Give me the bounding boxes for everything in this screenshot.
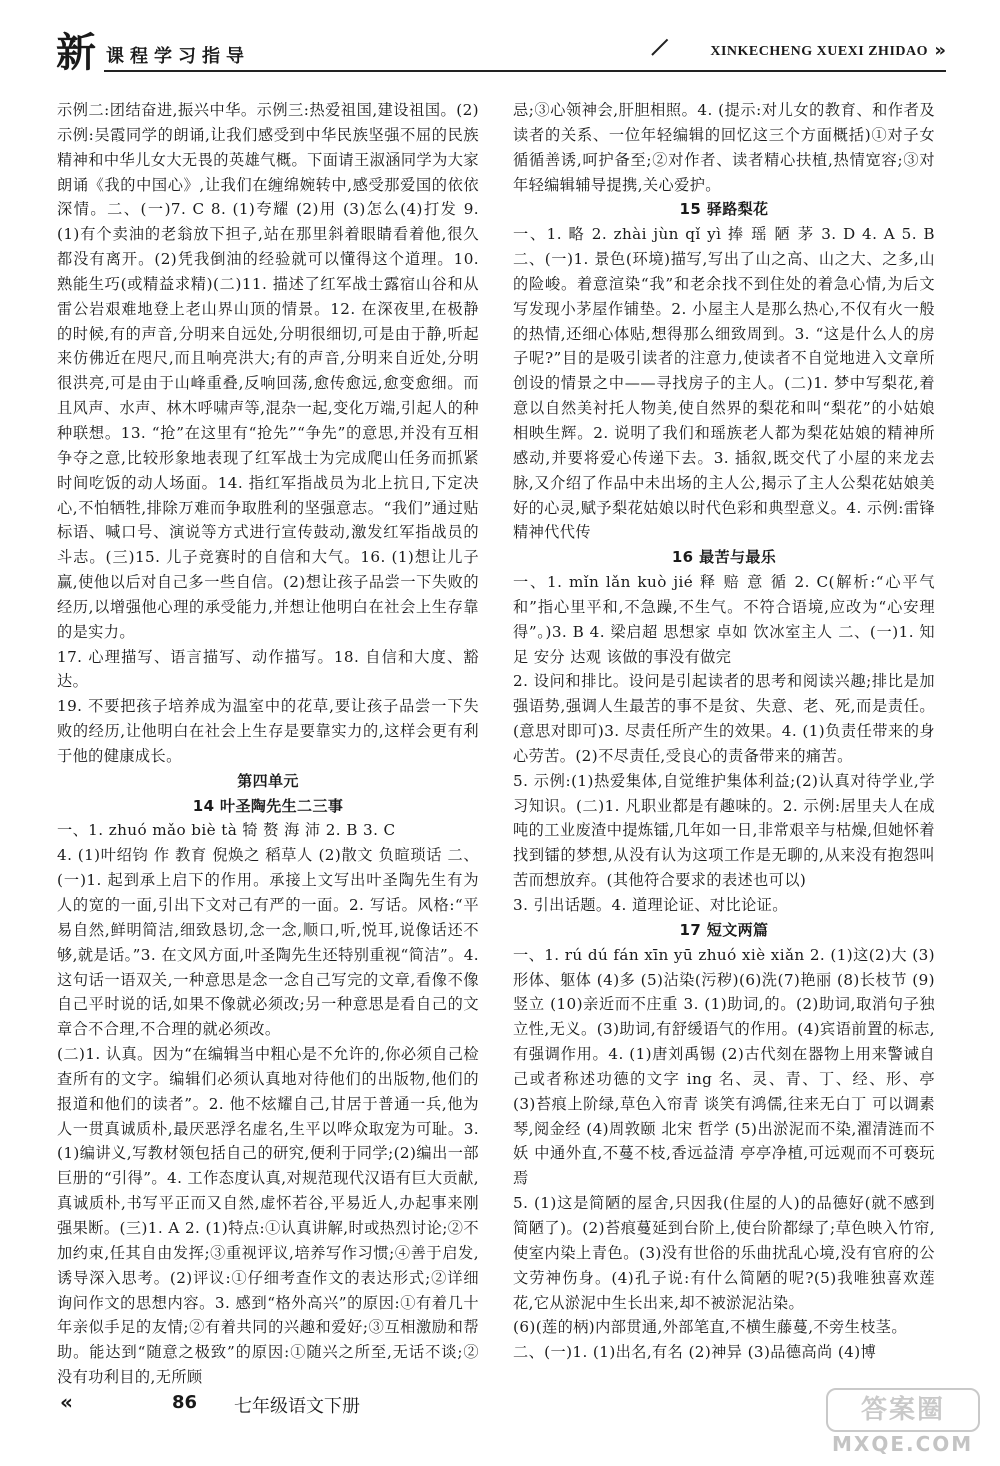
watermark-url: MXQE.COM xyxy=(832,1432,974,1456)
answer-paragraph: 忌;③心领神会,肝胆相照。4. (提示:对儿女的教育、和作者及读者的关系、一位年轻编辑的回忆这三个方面概括)①对子女循循善诱,呵护备至;②对作者、读者精心扶植,热情宽容;③对年轻编辑辅导提携,关心爱护。 xyxy=(513,101,935,194)
answer-paragraph: (二)1. 认真。因为“在编辑当中粗心是不允许的,你必须自己检查所有的文字。编辑们必须认真地对待他们的出版物,他们的报道和他们的读者”。2. 他不炫耀自己,甘居于普通一兵,他为人一贯真诚质朴,最厌恶浮名虚名,生平以哗众取宠为可耻。3. (1)编讲义,写教材领包括自己的研究,便利于同学;(2)编出一部巨册的“引得”。4. 工作态度认真,对规范现代汉语有巨大贡献,真诚质朴,书写平正而又自然,虚怀若谷,平易近人,办起事来刚强果断。(三)1. A 2. (1)特点:①认真讲解,时或热烈讨论;②不加约束,任其自由发挥;③重视评议,培养写作习惯;④善于启发,诱导深入思考。(2)评议:①仔细考查作文的表达形式;②详细询问作文的思想内容。3. 感到“格外高兴”的原因:①有着几十年亲似手足的友情;②有着共同的兴趣和爱好;③互相激励和帮助。能达到“随意之极致”的原因:①随兴之所至,无话不谈;②没有功利目的,无所顾 xyxy=(57,1045,479,1387)
page-number: 86 xyxy=(172,1392,198,1413)
chevron-left-icon: « xyxy=(60,1390,73,1414)
right-column xyxy=(513,98,935,1365)
answer-paragraph: 一、1. mǐn lǎn kuò jié 释 赔 意 循 2. C(解析:“心平气和”指心里平和,不急躁,不生气。不符合语境,应改为“心安理得”。)3. B 4. 梁启超 思想家 卓如 饮冰室主人 二、(一)1. 知足 安分 达观 该做的事没有做完 xyxy=(513,573,935,666)
watermark-logo: 答案圈 xyxy=(826,1388,980,1432)
left-column xyxy=(57,98,479,1390)
answer-paragraph: 一、1. rú dú fán xīn yū zhuó xiè xiǎn 2. (1)这(2)大 (3)形体、躯体 (4)多 (5)沾染(污秽)(6)洗(7)艳丽 (8)长枝节 (9)竖立 (10)亲近而不庄重 3. (1)助词,的。(2)助词,取消句子独立性,无义。(3)助词,有舒缓语气的作用。(4)宾语前置的标志,有强调作用。4. (1)唐刘禹锡 (2)古代刻在器物上用来警诫自己或者称述功德的文字 ing 名、灵、青、丁、经、形、亭 (3)苔痕上阶绿,草色入帘青 谈笑有鸿儒,往来无白丁 可以调素琴,阅金经 (4)周敦颐 北宋 哲学 (5)出淤泥而不染,濯清涟而不妖 中通外直,不蔓不枝,香远益清 亭亭净植,可远观而不可亵玩焉 xyxy=(513,945,935,1188)
series-title: 课程学习指导 xyxy=(106,46,250,67)
answer-paragraph: 4. (1)叶绍钧 作 教育 倪焕之 稻草人 (2)散文 负暄琐话 二、(一)1. 起到承上启下的作用。承接上文写出叶圣陶先生有为人的宽的一面,引出下文对己有严的一面。2. 写话。风格:“平易自然,鲜明简洁,细致恳切,念一念,顺口,听,悦耳,说像话还不够,就是话。”3. 在文风方面,叶圣陶先生还特别重视“简洁”。4. 这句话一语双关,一种意思是念一念自己写完的文章,看像不像自己平时说的话,如果不像就必须改;另一种意思是看自己的文章合不合理,不合理的就必须改。 xyxy=(57,846,479,1039)
answer-paragraph: 一、1. 略 2. zhài jùn qǐ yì 捧 瑶 陋 茅 3. D 4. A 5. B 二、(一)1. 景色(环境)描写,写出了山之高、山之大、之多,山的险峻。着意渲染“我”和老余找不到住处的着急心情,为后文写发现小茅屋作铺垫。2. 小屋主人是那么热心,不仅有火一般的热情,还细心体贴,想得那么细致周到。3. “这是什么人的房子呢?”目的是吸引读者的注意力,使读者不自觉地进入文章所创设的情景之中——寻找房子的主人。(二)1. 梦中写梨花,着意以自然美衬托人物美,使自然界的梨花和叫“梨花”的小姑娘相映生辉。2. 说明了我们和瑶族老人都为梨花姑娘的精神所感动,并要将爱心传递下去。3. 插叙,既交代了小屋的来龙去脉,又介绍了作品中未出场的主人公,揭示了主人公梨花姑娘美好的心灵,赋予梨花姑娘以时代色彩和典型意义。4. 示例:雷锋精神代代传 xyxy=(513,225,935,542)
series-pinyin: XINKECHENG XUEXI ZHIDAO xyxy=(710,44,928,59)
answer-paragraph: (6)(莲的柄)内部贯通,外部笔直,不横生藤蔓,不旁生枝茎。 xyxy=(513,1318,907,1337)
header-rule xyxy=(104,70,946,72)
answer-paragraph: 一、1. zhuó mǎo biè tà 犄 赘 海 沛 2. B 3. C xyxy=(57,821,396,840)
answer-paragraph: 5. (1)这是简陋的屋舍,只因我(住屋的人)的品德好(就不感到简陋了)。(2)苔痕蔓延到台阶上,使台阶都绿了;草色映入竹帘,使室内染上青色。(3)没有世俗的乐曲扰乱心境,没有官府的公文劳神伤身。(4)孔子说:有什么简陋的呢?(5)我唯独喜欢莲花,它从淤泥中生长出来,却不被淤泥沾染。 xyxy=(513,1194,935,1312)
chevron-right-icon: » xyxy=(934,40,946,61)
answer-paragraph: 19. 不要把孩子培养成为温室中的花草,要让孩子品尝一下失败的经历,让他明白在社会上生存是要靠实力的,这样会更有利于他的健康成长。 xyxy=(57,697,479,765)
brand-character: 新 xyxy=(56,30,96,76)
answer-paragraph: 3. 引出话题。4. 道理论证、对比论证。 xyxy=(513,896,788,914)
section-title: 17 短文两篇 xyxy=(679,920,769,939)
section-title: 第四单元 xyxy=(237,771,299,790)
watermark xyxy=(826,1388,986,1458)
section-title: 16 最苦与最乐 xyxy=(671,548,777,567)
answer-paragraph: 17. 心理描写、语言描写、动作描写。18. 自信和大度、豁达。 xyxy=(57,647,479,691)
section-title: 15 驿路梨花 xyxy=(679,200,769,219)
header-rule-slant xyxy=(651,39,668,56)
page-header xyxy=(56,30,946,76)
section-title: 14 叶圣陶先生二三事 xyxy=(192,796,344,815)
answer-paragraph: 示例二:团结奋进,振兴中华。示例三:热爱祖国,建设祖国。(2)示例:吴霞同学的朗诵,让我们感受到中华民族坚强不屈的民族精神和中华儿女大无畏的英雄气概。下面请王淑涵同学为大家朗诵《我的中国心》,让我们在缠绵婉转中,感受那爱国的依依深情。二、(一)7. C 8. (1)夸耀 (2)用 (3)怎么(4)打发 9. (1)有个卖油的老翁放下担子,站在那里斜着眼睛看着他,很久都没有离开。(2)凭我倒油的经验就可以懂得这个道理。10. 熟能生巧(或精益求精)(二)11. 描述了红军战士露宿山谷和从雷公岩艰难地登上老山界山顶的情景。12. 在深夜里,在极静的时候,有的声音,分明来自远处,分明很细切,可是由于静,听起来仿佛近在咫尺,而且响亮洪大;有的声音,分明来自近处,分明很洪亮,可是由于山峰重叠,反响回荡,愈传愈远,愈变愈细。而且风声、水声、林木呼啸声等,混杂一起,变化万端,引起人的种种联想。13. “抢”在这里有“抢先”“争先”的意思,并没有互相争夺之意,比较形象地表现了红军战士为完成爬山任务而抓紧时间吃饭的动人场面。14. 指红军指战员为北上抗日,下定决心,不怕牺牲,排除万难而争取胜利的坚强意志。“我们”通过贴标语、喊口号、演说等方式进行宣传鼓动,激发红军指战员的斗志。(三)15. 儿子竞赛时的自信和大气。16. (1)想让儿子赢,使他以后对自己多一些自信。(2)想让孩子品尝一下失败的经历,以增强他心理的承受能力,并想让他明白在社会上生存靠的是实力。 xyxy=(57,101,479,641)
book-label: 七年级语文下册 xyxy=(234,1396,360,1417)
answer-paragraph: 5. 示例:(1)热爱集体,自觉维护集体利益;(2)认真对待学业,学习知识。(二)1. 凡职业都是有趣味的。2. 示例:居里夫人在成吨的工业废渣中提炼镭,几年如一日,非常艰辛与枯燥,但她怀着找到镭的梦想,从没有认为这项工作是无聊的,从来没有抱怨叫苦而想放弃。(其他符合要求的表述也可以) xyxy=(513,771,935,890)
answer-paragraph: 二、(一)1. (1)出名,有名 (2)神异 (3)品德高尚 (4)博 xyxy=(513,1343,877,1362)
answer-paragraph: 2. 设问和排比。设问是引起读者的思考和阅读兴趣;排比是加强语势,强调人生最苦的事不是贫、失意、老、死,而是责任。(意思对即可)3. 尽责任所产生的效果。4. (1)负责任带来的身心劳苦。(2)不尽责任,受良心的责备带来的痛苦。 xyxy=(513,672,935,765)
